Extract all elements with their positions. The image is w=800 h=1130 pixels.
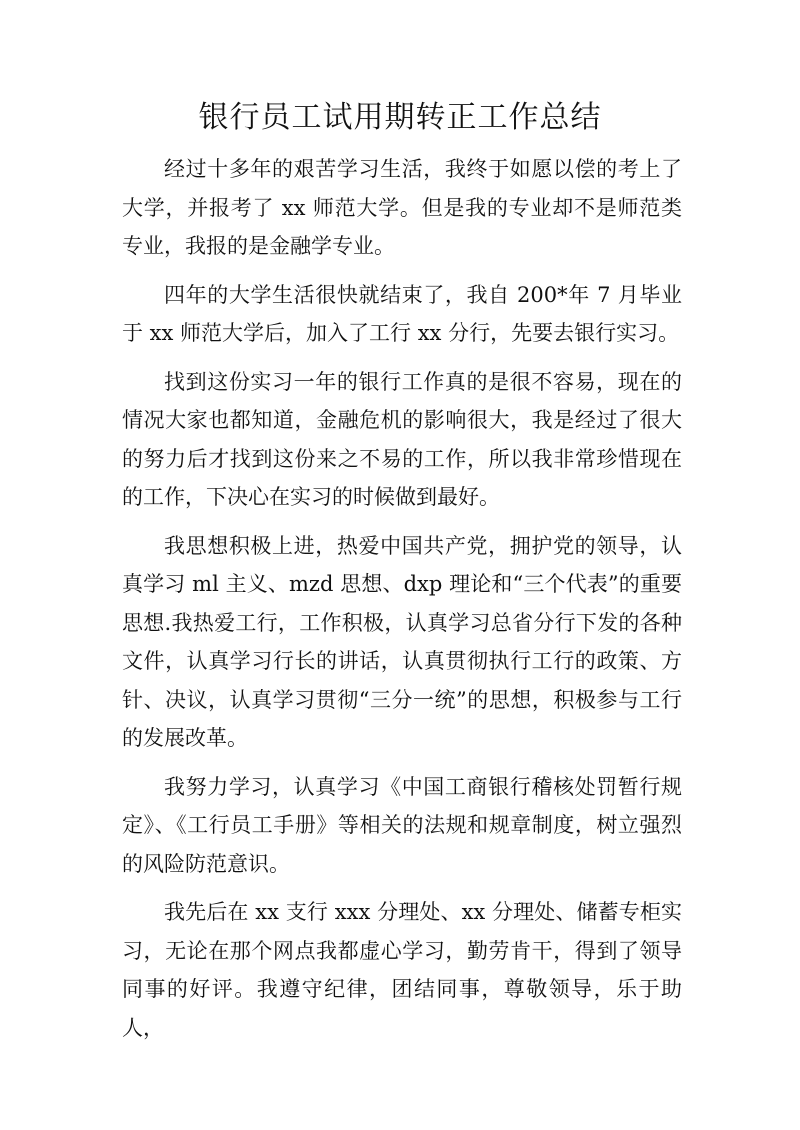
paragraph-1: 经过十多年的艰苦学习生活，我终于如愿以偿的考上了大学，并报考了 xx 师范大学。但是我的专业却不是师范类专业，我报的是金融学专业。 bbox=[122, 157, 682, 258]
paragraph-2: 四年的大学生活很快就结束了，我自 200*年 7 月毕业于 xx 师范大学后，加入了工行 xx 分行，先要去银行实习。 bbox=[122, 282, 682, 345]
paragraph-3: 找到这份实习一年的银行工作真的是很不容易，现在的情况大家也都知道，金融危机的影响很大，我是经过了很大的努力后才找到这份来之不易的工作，所以我非常珍惜现在的工作，下决心在实习的时候做到最好。 bbox=[122, 369, 682, 509]
paragraph-6: 我先后在 xx 支行 xxx 分理处、xx 分理处、储蓄专柜实习，无论在那个网点我都虚心学习，勤劳肯干，得到了领导同事的好评。我遵守纪律，团结同事，尊敬领导，乐于助人， bbox=[122, 900, 682, 1040]
document-title: 银行员工试用期转正工作总结 bbox=[198, 100, 602, 135]
document-body bbox=[122, 150, 682, 1047]
paragraph-4: 我思想积极上进，热爱中国共产党，拥护党的领导，认真学习 ml 主义、mzd 思想、dxp 理论和“三个代表”的重要思想.我热爱工行，工作积极，认真学习总省分行下发的各种文件，认真学习行长的讲话，认真贯彻执行工行的政策、方针、决议，认真学习贯彻“三分一统”的思想，积极参与工行的发展改革。 bbox=[122, 533, 682, 750]
paragraph-5: 我努力学习，认真学习《中国工商银行稽核处罚暂行规定》、《工行员工手册》等相关的法规和规章制度，树立强烈的风险防范意识。 bbox=[122, 774, 682, 876]
